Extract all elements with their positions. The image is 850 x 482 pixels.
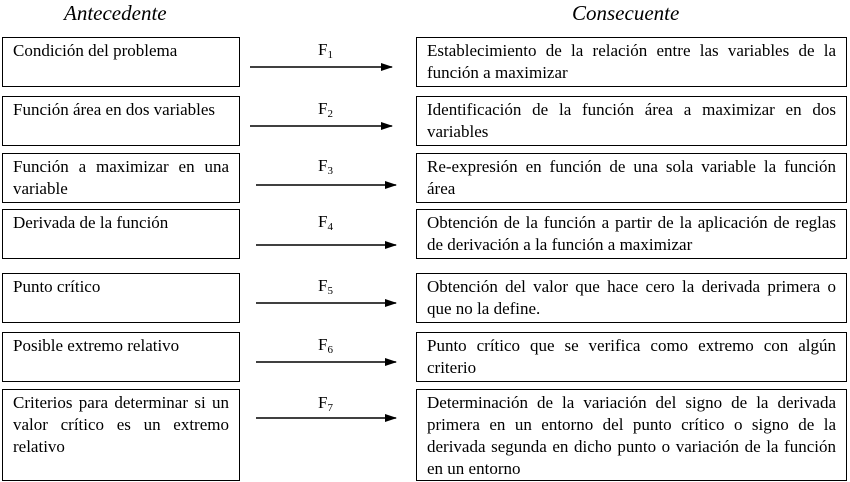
- consequent-box-3: Re-expresión en función de una sola variable la función área: [416, 153, 847, 203]
- consequent-box-7: Determinación de la variación del signo de la derivada primera en un entorno del punto crítico o signo de la derivada segunda en dicho punto o variación de la función en un entorno: [416, 389, 847, 481]
- consequent-box-2: Identificación de la función área a maximizar en dos variables: [416, 96, 847, 146]
- function-label-base: F: [318, 393, 328, 412]
- function-label-sub: 4: [327, 221, 333, 233]
- function-label-sub: 6: [327, 344, 333, 356]
- function-label-base: F: [318, 212, 328, 231]
- function-label-base: F: [318, 335, 328, 354]
- function-label-sub: 1: [327, 49, 333, 61]
- antecedent-box-2: Función área en dos variables: [2, 96, 240, 146]
- antecedent-box-4: Derivada de la función: [2, 209, 240, 259]
- antecedent-box-3: Función a maximizar en una variable: [2, 153, 240, 203]
- antecedent-box-1: Condición del problema: [2, 37, 240, 87]
- antecedent-box-5: Punto crítico: [2, 273, 240, 323]
- antecedent-box-6: Posible extremo relativo: [2, 332, 240, 382]
- consequent-box-1: Establecimiento de la relación entre las variables de la función a maximizar: [416, 37, 847, 87]
- consequent-box-6: Punto crítico que se verifica como extremo con algún criterio: [416, 332, 847, 382]
- function-label-sub: 3: [327, 165, 333, 177]
- antecedent-header: Antecedente: [64, 1, 167, 25]
- function-label-base: F: [318, 156, 328, 175]
- function-label-base: F: [318, 99, 328, 118]
- function-label-sub: 2: [327, 108, 333, 120]
- consequent-header: Consecuente: [572, 1, 680, 25]
- consequent-box-5: Obtención del valor que hace cero la derivada primera o que no la define.: [416, 273, 847, 323]
- function-label-base: F: [318, 276, 328, 295]
- function-label-sub: 5: [327, 285, 333, 297]
- consequent-box-4: Obtención de la función a partir de la aplicación de reglas de derivación a la función a maximizar: [416, 209, 847, 259]
- function-label-base: F: [318, 40, 328, 59]
- function-label-sub: 7: [327, 402, 333, 414]
- antecedent-box-7: Criterios para determinar si un valor crítico es un extremo relativo: [2, 389, 240, 481]
